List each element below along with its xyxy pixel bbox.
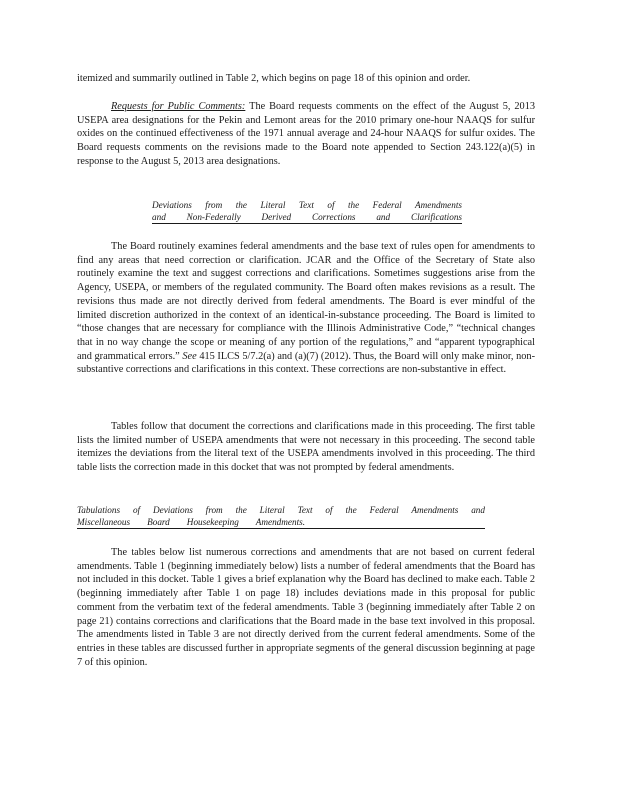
paragraph-tables-below: The tables below list numerous corrections and amendments that are not based on current federal amendments. Table 1 (beginning immediately below) lists a number of federal amendments that the Board has not included in this docket. Table 1 gives a brief explanation why the Board has declined to make each. Table 2 (beginning immediately after Table 1 on page 18) includes deviations made in this proposal for public comment from the verbatim text of the federal amendments. Table 3 (beginning immediately after Table 2 on page 21) contains corrections and clarifications that the Board made in the base text involved in this proposal. The amendments listed in Table 3 are not directly derived from the current federal amendments. Some of the entries in these tables are discussed further in appropriate segments of the general discussion beginning at page 7 of this opinion. [77, 547, 535, 668]
runin-heading-requests: Requests for Public Comments: [111, 101, 246, 112]
paragraph-requests-for-comments [77, 100, 535, 169]
heading-deviations-line-1: Deviations from the Literal Text of the Federal Amendments [152, 200, 462, 210]
paragraph-requests-text: The Board requests comments on the effect of the August 5, 2013 USEPA area designations for the Pekin and Lemont areas for the 2010 primary one-hour NAAQS for sulfur oxides on the continued effectiveness of the 1971 annual average and 24-hour NAAQS for sulfur oxides. The Board requests comments on the revisions made to the Board note appended to Section 243.122(a)(5) in response to the August 5, 2013 area designations. [77, 101, 536, 167]
heading-tabulations-line-2: Miscellaneous Board Housekeeping Amendments. [77, 517, 305, 527]
paragraph-board-citation: 415 ILCS 5/7.2(a) and (a)(7) (2012). Thus, the Board will only make minor, non-substantive corrections and clarifications in this context. These corrections are non-substantive in effect. [77, 350, 535, 376]
section-heading-tabulations [77, 504, 485, 529]
paragraph-table-reference: itemized and summarily outlined in Table 2, which begins on page 18 of this opinion and order. [77, 73, 471, 84]
section-heading-deviations [152, 199, 462, 224]
citation-signal-see: See [182, 350, 197, 362]
paragraph-tables-follow: Tables follow that document the corrections and clarifications made in this proceeding. The first table lists the limited number of USEPA amendments that were not necessary in this proceeding. The second table itemizes the deviations from the literal text of the USEPA amendments involved in this proceeding. The third table lists the correction made in this docket that was not prompted by federal amendments. [77, 421, 535, 474]
paragraph-board-text: The Board routinely examines federal amendments and the base text of rules open for amendments to find any areas that need correction or clarification. JCAR and the Office of the Secretary of State also routinely examine the text and suggest corrections and clarifications. Sometimes suggestions arise from the Agency, USEPA, or members of the regulated community. The Board often makes revisions as a result. The revisions thus made are not directly derived from federal amendments. The Board is ever mindful of the limited discretion authorized in the context of an identical-in-substance proceeding. The Board is limited to “those changes that are necessary for compliance with the Illinois Administrative Code,” “technical changes that in no way change the scope or meaning of any portion of the regulations,” and “apparent typographical and grammatical errors.” [77, 241, 535, 362]
heading-deviations-line-2: and Non-Federally Derived Corrections and Clarifications [152, 212, 462, 222]
paragraph-board-routinely-examines [77, 240, 535, 377]
heading-tabulations-line-1: Tabulations of Deviations from the Literal Text of the Federal Amendments and [77, 505, 485, 515]
